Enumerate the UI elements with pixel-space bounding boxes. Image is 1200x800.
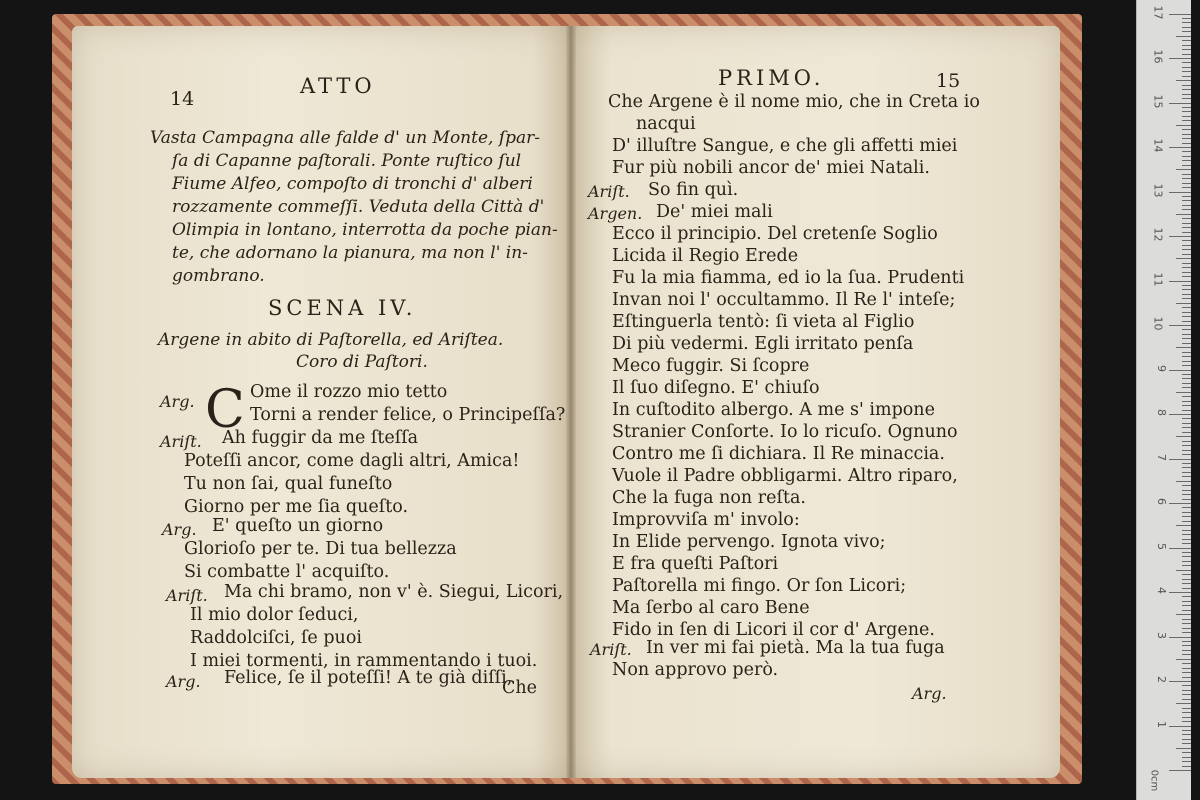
speaker-label: Ariſt. bbox=[160, 432, 202, 451]
stage-direction-line: Olimpia in lontano, interrotta da poche pian- bbox=[172, 220, 558, 240]
ruler-number: 1 bbox=[1155, 720, 1168, 728]
ruler-tick bbox=[1182, 507, 1191, 508]
ruler-tick bbox=[1182, 690, 1191, 691]
ruler-tick bbox=[1182, 361, 1191, 362]
ruler-number: 17 bbox=[1151, 5, 1165, 19]
ruler-tick bbox=[1182, 338, 1191, 339]
ruler-tick bbox=[1182, 54, 1191, 55]
ruler-tick bbox=[1182, 641, 1191, 642]
ruler-number: 5 bbox=[1155, 542, 1168, 550]
ruler-tick bbox=[1182, 343, 1191, 344]
ruler-tick bbox=[1182, 418, 1191, 419]
stage-direction-line: gombrano. bbox=[172, 266, 265, 286]
ruler-tick bbox=[1182, 40, 1191, 41]
ruler-tick bbox=[1169, 192, 1191, 193]
ruler-tick bbox=[1182, 565, 1191, 566]
ruler-tick bbox=[1182, 423, 1191, 424]
ruler-tick bbox=[1182, 200, 1191, 201]
ruler-tick bbox=[1182, 490, 1191, 491]
ruler-tick bbox=[1182, 677, 1191, 678]
ruler-tick bbox=[1169, 592, 1191, 593]
speaker-label: Arg. bbox=[166, 672, 201, 691]
right-running-head: PRIMO. bbox=[718, 66, 825, 90]
ruler-tick bbox=[1182, 739, 1191, 740]
ruler-tick bbox=[1176, 659, 1191, 660]
ruler-tick bbox=[1182, 623, 1191, 624]
ruler-number: 9 bbox=[1155, 364, 1168, 372]
verse-line: Il ſuo diſegno. E' chiuſo bbox=[612, 378, 820, 398]
ruler-tick bbox=[1182, 410, 1191, 411]
ruler-tick bbox=[1182, 321, 1191, 322]
verse-line: D' illuſtre Sangue, e che gli affetti miei bbox=[612, 136, 958, 156]
ruler-tick bbox=[1182, 761, 1191, 762]
ruler-tick bbox=[1182, 45, 1191, 46]
ruler-tick bbox=[1176, 481, 1191, 482]
ruler-tick bbox=[1182, 672, 1191, 673]
ruler-number: 15 bbox=[1151, 94, 1165, 108]
ruler-tick bbox=[1182, 610, 1191, 611]
ruler-tick bbox=[1182, 588, 1191, 589]
stage-direction-line: rozzamente commeſſi. Veduta della Città d' bbox=[172, 197, 545, 217]
ruler-tick bbox=[1182, 31, 1191, 32]
ruler-tick bbox=[1182, 530, 1191, 531]
ruler-tick bbox=[1182, 654, 1191, 655]
ruler-tick bbox=[1182, 579, 1191, 580]
ruler-tick bbox=[1182, 708, 1191, 709]
ruler-tick bbox=[1176, 525, 1191, 526]
ruler-tick bbox=[1182, 574, 1191, 575]
ruler-tick bbox=[1182, 276, 1191, 277]
ruler-tick bbox=[1182, 485, 1191, 486]
speaker-label: Ariſt. bbox=[588, 182, 630, 201]
verse-line: Contro me ſi dichiara. Il Re minaccia. bbox=[612, 444, 945, 464]
verse-line: Non approvo però. bbox=[612, 660, 779, 680]
ruler-tick bbox=[1182, 712, 1191, 713]
ruler-tick bbox=[1182, 49, 1191, 50]
verse-line: Felice, ſe il poteſſi! A te già diſſi, bbox=[224, 668, 513, 688]
ruler-tick bbox=[1176, 36, 1191, 37]
ruler-tick bbox=[1182, 445, 1191, 446]
verse-line: Vuole il Padre obbligarmi. Altro riparo, bbox=[612, 466, 958, 486]
speaker-label: Argen. bbox=[588, 204, 643, 223]
ruler-tick bbox=[1182, 218, 1191, 219]
stage-direction-line: te, che adornano la pianura, ma non l' in- bbox=[172, 243, 528, 263]
verse-line: In cuſtodito albergo. A me s' impone bbox=[612, 400, 935, 420]
ruler-tick bbox=[1182, 240, 1191, 241]
verse-line: In ver mi fai pietà. Ma la tua fuga bbox=[646, 638, 945, 658]
ruler-tick bbox=[1182, 62, 1191, 63]
ruler-tick bbox=[1182, 67, 1191, 68]
ruler-tick bbox=[1182, 663, 1191, 664]
ruler-tick bbox=[1169, 459, 1191, 460]
ruler-tick bbox=[1182, 151, 1191, 152]
ruler-tick bbox=[1182, 111, 1191, 112]
verse-line: Meco fuggir. Si ſcopre bbox=[612, 356, 810, 376]
left-page-number: 14 bbox=[170, 88, 195, 110]
ruler-tick bbox=[1182, 89, 1191, 90]
ruler-tick bbox=[1169, 236, 1191, 237]
ruler-tick bbox=[1182, 76, 1191, 77]
ruler-tick bbox=[1182, 165, 1191, 166]
ruler-tick bbox=[1182, 94, 1191, 95]
ruler-tick bbox=[1182, 267, 1191, 268]
ruler-tick bbox=[1176, 125, 1191, 126]
ruler-tick bbox=[1182, 743, 1191, 744]
verse-line: Che Argene è il nome mio, che in Creta io bbox=[608, 92, 980, 112]
ruler-tick bbox=[1182, 178, 1191, 179]
left-running-head: ATTO bbox=[300, 74, 376, 98]
ruler-tick bbox=[1176, 258, 1191, 259]
ruler-tick bbox=[1182, 534, 1191, 535]
ruler-tick bbox=[1169, 681, 1191, 682]
ruler-tick bbox=[1182, 596, 1191, 597]
ruler-tick bbox=[1182, 294, 1191, 295]
characters-line: Argene in abito di Paſtorella, ed Ariſtea. bbox=[158, 330, 504, 350]
ruler-tick bbox=[1182, 71, 1191, 72]
ruler-tick bbox=[1182, 374, 1191, 375]
ruler-tick bbox=[1176, 347, 1191, 348]
ruler-tick bbox=[1182, 307, 1191, 308]
stage-direction-line: Vasta Campagna alle falde d' un Monte, ſpar- bbox=[150, 128, 541, 148]
verse-line: Licida il Regio Erede bbox=[612, 246, 799, 266]
ruler-tick bbox=[1182, 160, 1191, 161]
ruler-tick bbox=[1169, 58, 1191, 59]
ruler-tick bbox=[1176, 748, 1191, 749]
verse-line: So fin quì. bbox=[648, 180, 739, 200]
ruler-tick bbox=[1182, 329, 1191, 330]
ruler-tick bbox=[1182, 298, 1191, 299]
ruler-tick bbox=[1182, 289, 1191, 290]
ruler-tick bbox=[1182, 605, 1191, 606]
verse-line: Glorioſo per te. Di tua bellezza bbox=[184, 539, 457, 559]
ruler-number: 6 bbox=[1155, 498, 1168, 505]
ruler-tick bbox=[1182, 512, 1191, 513]
catchword: Arg. bbox=[912, 684, 947, 703]
verse-line: Invan noi l' occultammo. Il Re l' inteſe; bbox=[612, 290, 956, 310]
ruler-tick bbox=[1182, 556, 1191, 557]
ruler-number: 8 bbox=[1155, 409, 1168, 416]
ruler-tick bbox=[1182, 476, 1191, 477]
ruler-tick bbox=[1182, 668, 1191, 669]
ruler-tick bbox=[1182, 734, 1191, 735]
ruler-tick bbox=[1182, 22, 1191, 23]
ruler-tick bbox=[1182, 454, 1191, 455]
ruler-tick bbox=[1182, 209, 1191, 210]
ruler-tick bbox=[1182, 356, 1191, 357]
verse-line: Il mio dolor ſeduci, bbox=[190, 605, 359, 625]
verse-line: Che la fuga non reſta. bbox=[612, 488, 806, 508]
verse-line: Torni a render felice, o Principeſſa? bbox=[250, 405, 566, 425]
ruler-tick bbox=[1176, 614, 1191, 615]
ruler-tick bbox=[1182, 120, 1191, 121]
ruler-tick bbox=[1182, 334, 1191, 335]
ruler-tick bbox=[1182, 263, 1191, 264]
ruler-tick bbox=[1182, 601, 1191, 602]
verse-line: Raddolciſci, ſe puoi bbox=[190, 628, 362, 648]
verse-line: Improvviſa m' involo: bbox=[612, 510, 800, 530]
ruler-tick bbox=[1182, 196, 1191, 197]
verse-line: Si combatte l' acquiſto. bbox=[184, 562, 390, 582]
ruler-tick bbox=[1176, 392, 1191, 393]
speaker-label: Arg. bbox=[160, 392, 195, 411]
ruler-tick bbox=[1169, 414, 1191, 415]
ruler-tick bbox=[1182, 405, 1191, 406]
ruler-tick bbox=[1182, 472, 1191, 473]
verse-line: Ma chi bramo, non v' è. Siegui, Licori, bbox=[224, 582, 564, 602]
ruler-tick bbox=[1182, 521, 1191, 522]
ruler-tick bbox=[1182, 98, 1191, 99]
ruler-tick bbox=[1182, 272, 1191, 273]
verse-line: In Elide pervengo. Ignota vivo; bbox=[612, 532, 886, 552]
ruler-tick bbox=[1182, 205, 1191, 206]
ruler-tick bbox=[1182, 232, 1191, 233]
verse-line: Fido in ſen di Licori il cor d' Argene. bbox=[612, 620, 935, 640]
verse-line: Ecco il principio. Del cretenſe Soglio bbox=[612, 224, 938, 244]
ruler-tick bbox=[1182, 187, 1191, 188]
ruler-number: 13 bbox=[1151, 183, 1165, 197]
verse-line: E' queſto un giorno bbox=[212, 516, 384, 536]
ruler-tick bbox=[1182, 401, 1191, 402]
ruler-tick bbox=[1182, 757, 1191, 758]
verse-line: E fra queſti Paſtori bbox=[612, 554, 779, 574]
ruler-tick bbox=[1169, 370, 1191, 371]
ruler-tick bbox=[1169, 637, 1191, 638]
ruler-tick bbox=[1169, 103, 1191, 104]
verse-line: Giorno per me ſia queſto. bbox=[184, 497, 409, 517]
ruler-tick bbox=[1182, 312, 1191, 313]
ruler-number: 16 bbox=[1151, 49, 1165, 64]
ruler-tick bbox=[1182, 561, 1191, 562]
ruler-tick bbox=[1182, 183, 1191, 184]
scene-title: SCENA IV. bbox=[268, 296, 417, 320]
ruler-number: 7 bbox=[1155, 453, 1168, 461]
ruler-tick bbox=[1182, 721, 1191, 722]
ruler-tick bbox=[1176, 703, 1191, 704]
ruler-tick bbox=[1182, 18, 1191, 19]
ruler-tick bbox=[1182, 650, 1191, 651]
verse-line: Eſtinguerla tentò: ſi vieta al Figlio bbox=[612, 312, 915, 332]
ruler-tick bbox=[1182, 285, 1191, 286]
ruler-tick bbox=[1182, 432, 1191, 433]
ruler-tick bbox=[1176, 303, 1191, 304]
verse-line: Poteſſi ancor, come dagli altri, Amica! bbox=[184, 451, 520, 471]
ruler-tick bbox=[1182, 539, 1191, 540]
ruler-tick bbox=[1182, 463, 1191, 464]
verse-line: Ma ſerbo al caro Bene bbox=[612, 598, 810, 618]
ruler-tick bbox=[1182, 143, 1191, 144]
ruler-tick bbox=[1182, 129, 1191, 130]
ruler-tick bbox=[1182, 730, 1191, 731]
ruler-tick bbox=[1169, 503, 1191, 504]
verse-line: De' miei mali bbox=[656, 202, 773, 222]
ruler-number: 3 bbox=[1155, 631, 1168, 639]
ruler-tick bbox=[1182, 685, 1191, 686]
ruler-tick bbox=[1182, 543, 1191, 544]
verse-line: Di più vedermi. Egli irritato penſa bbox=[612, 334, 914, 354]
speaker-label: Arg. bbox=[162, 520, 197, 539]
measurement-ruler bbox=[1136, 0, 1191, 800]
ruler-tick bbox=[1182, 628, 1191, 629]
ruler-tick bbox=[1182, 378, 1191, 379]
ruler-tick bbox=[1182, 427, 1191, 428]
ruler-tick bbox=[1182, 441, 1191, 442]
ruler-tick bbox=[1182, 254, 1191, 255]
verse-line: Tu non ſai, qual funeſto bbox=[184, 474, 393, 494]
ruler-tick bbox=[1176, 436, 1191, 437]
ruler-number: 12 bbox=[1151, 227, 1165, 242]
ruler-tick bbox=[1182, 85, 1191, 86]
ruler-unit-label: 0cm bbox=[1148, 769, 1160, 792]
ruler-tick bbox=[1182, 499, 1191, 500]
characters-line: Coro di Paſtori. bbox=[296, 352, 428, 372]
ruler-tick bbox=[1182, 223, 1191, 224]
ruler-tick bbox=[1169, 548, 1191, 549]
ruler-tick bbox=[1182, 694, 1191, 695]
ruler-tick bbox=[1182, 619, 1191, 620]
ruler-tick bbox=[1182, 632, 1191, 633]
ruler-tick bbox=[1182, 156, 1191, 157]
ruler-tick bbox=[1176, 80, 1191, 81]
book-gutter bbox=[566, 26, 576, 778]
ruler-tick bbox=[1169, 147, 1191, 148]
ruler-tick bbox=[1182, 134, 1191, 135]
ruler-tick bbox=[1182, 245, 1191, 246]
speaker-label: Ariſt. bbox=[166, 586, 208, 605]
ruler-tick bbox=[1182, 717, 1191, 718]
verse-line: Fu la mia fiamma, ed io la ſua. Prudenti bbox=[612, 268, 965, 288]
stage-direction-line: ſa di Capanne paſtorali. Ponte ruſtico ſul bbox=[172, 151, 522, 171]
ruler-tick bbox=[1169, 14, 1191, 15]
ruler-tick bbox=[1182, 352, 1191, 353]
verse-line: nacqui bbox=[636, 114, 696, 134]
ruler-tick bbox=[1182, 516, 1191, 517]
right-page-number: 15 bbox=[936, 70, 961, 92]
verse-line: Ome il rozzo mio tetto bbox=[250, 382, 448, 402]
ruler-tick bbox=[1182, 316, 1191, 317]
ruler-number: 2 bbox=[1155, 676, 1168, 683]
stage-direction-line: Fiume Alfeo, compoſto di tronchi d' alberi bbox=[172, 174, 533, 194]
verse-line: Fur più nobili ancor de' miei Natali. bbox=[612, 158, 930, 178]
ruler-tick bbox=[1169, 770, 1191, 771]
ruler-tick bbox=[1182, 27, 1191, 28]
ruler-tick bbox=[1182, 174, 1191, 175]
ruler-tick bbox=[1182, 227, 1191, 228]
ruler-tick bbox=[1182, 766, 1191, 767]
ruler-tick bbox=[1182, 699, 1191, 700]
ruler-number: 10 bbox=[1151, 316, 1165, 331]
ruler-tick bbox=[1182, 116, 1191, 117]
ruler-tick bbox=[1176, 169, 1191, 170]
ruler-tick bbox=[1182, 138, 1191, 139]
ruler-number: 4 bbox=[1155, 587, 1168, 594]
ruler-tick bbox=[1182, 450, 1191, 451]
ruler-tick bbox=[1182, 494, 1191, 495]
ruler-tick bbox=[1182, 752, 1191, 753]
ruler-tick bbox=[1182, 383, 1191, 384]
ruler-number: 11 bbox=[1151, 272, 1165, 286]
ruler-tick bbox=[1182, 387, 1191, 388]
ruler-tick bbox=[1182, 249, 1191, 250]
ruler-tick bbox=[1182, 107, 1191, 108]
catchword: Che bbox=[502, 678, 538, 698]
ruler-tick bbox=[1182, 396, 1191, 397]
ruler-tick bbox=[1182, 583, 1191, 584]
ruler-tick bbox=[1182, 467, 1191, 468]
ruler-tick bbox=[1182, 365, 1191, 366]
ruler-tick bbox=[1182, 645, 1191, 646]
drop-cap: C bbox=[205, 380, 245, 440]
verse-line: I miei tormenti, in rammentando i tuoi. bbox=[190, 651, 538, 671]
verse-line: Ah fuggir da me ſteſſa bbox=[222, 428, 419, 448]
ruler-tick bbox=[1176, 214, 1191, 215]
verse-line: Stranier Conſorte. Io lo ricuſo. Ognuno bbox=[612, 422, 958, 442]
ruler-tick bbox=[1169, 726, 1191, 727]
verse-line: Paſtorella mi fingo. Or ſon Licori; bbox=[612, 576, 907, 596]
ruler-tick bbox=[1169, 325, 1191, 326]
speaker-label: Ariſt. bbox=[590, 640, 632, 659]
ruler-number: 14 bbox=[1151, 138, 1165, 153]
ruler-tick bbox=[1176, 570, 1191, 571]
ruler-tick bbox=[1182, 552, 1191, 553]
ruler-tick bbox=[1169, 281, 1191, 282]
